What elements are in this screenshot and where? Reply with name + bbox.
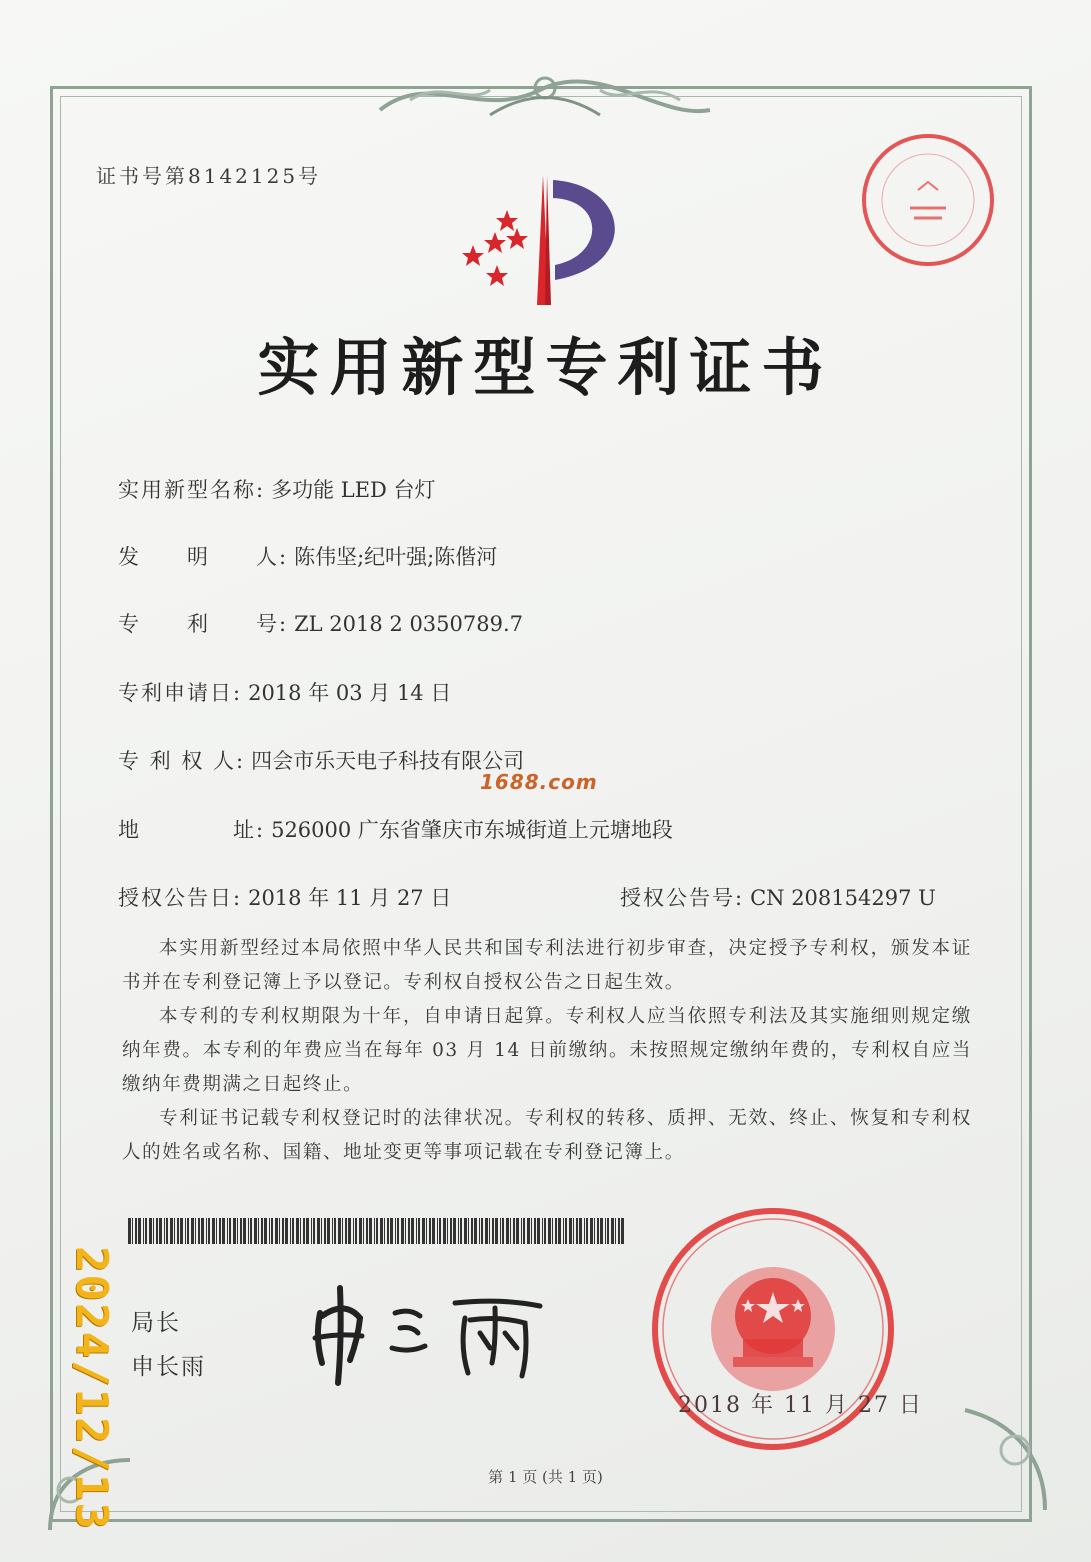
certificate-body bbox=[122, 932, 972, 1170]
barcode-bar bbox=[534, 1218, 536, 1244]
barcode-bar bbox=[544, 1218, 546, 1244]
barcode-bar bbox=[237, 1218, 238, 1244]
barcode-bar bbox=[201, 1218, 204, 1244]
barcode-bar bbox=[166, 1218, 168, 1244]
body-paragraph: 专利证书记载专利权登记时的法律状况。专利权的转移、质押、无效、终止、恢复和专利权人的姓名或名称、国籍、地址变更等事项记载在专利登记簿上。 bbox=[122, 1108, 972, 1163]
barcode-bar bbox=[306, 1218, 309, 1244]
barcode-bar bbox=[191, 1218, 194, 1244]
barcode-bar bbox=[397, 1218, 399, 1244]
corner-ornament-icon bbox=[955, 1380, 1065, 1520]
barcode-bar bbox=[269, 1218, 270, 1244]
grant-number-label: 授权公告号: bbox=[620, 886, 745, 910]
name-value: 多功能 LED 台灯 bbox=[271, 478, 436, 502]
barcode-bar bbox=[426, 1218, 427, 1244]
barcode-bar bbox=[418, 1218, 420, 1244]
barcode-bar bbox=[248, 1218, 249, 1244]
utility-model-name bbox=[118, 474, 436, 504]
barcode-bar bbox=[149, 1218, 152, 1244]
grant-date bbox=[118, 882, 451, 912]
barcode-bar bbox=[516, 1218, 519, 1244]
barcode-bar bbox=[489, 1218, 490, 1244]
barcode-bar bbox=[355, 1218, 357, 1244]
barcode-bar bbox=[523, 1218, 525, 1244]
barcode-bar bbox=[243, 1218, 246, 1244]
patent-number-value: ZL 2018 2 0350789.7 bbox=[294, 612, 524, 636]
owner-label: 专 利 权 人: bbox=[118, 749, 246, 773]
barcode-bar bbox=[342, 1218, 343, 1244]
barcode-bar bbox=[573, 1218, 574, 1244]
barcode-bar bbox=[408, 1218, 410, 1244]
barcode-bar bbox=[597, 1218, 599, 1244]
barcode-bar bbox=[450, 1218, 452, 1244]
barcode-bar bbox=[531, 1218, 532, 1244]
filing-date-label: 专利申请日: bbox=[118, 681, 243, 705]
barcode-bar bbox=[208, 1218, 210, 1244]
barcode-bar bbox=[552, 1218, 553, 1244]
barcode-bar bbox=[481, 1218, 483, 1244]
barcode-bar bbox=[332, 1218, 333, 1244]
barcode-bar bbox=[313, 1218, 315, 1244]
barcode-bar bbox=[555, 1218, 557, 1244]
barcode-bar bbox=[479, 1218, 480, 1244]
barcode-bar bbox=[233, 1218, 236, 1244]
grant-number-value: CN 208154297 U bbox=[750, 886, 936, 910]
barcode-bar bbox=[500, 1218, 501, 1244]
barcode-bar bbox=[380, 1218, 383, 1244]
director-title: 局长 bbox=[131, 1310, 181, 1336]
inventor-value: 陈伟坚;纪叶强;陈偕河 bbox=[294, 545, 498, 569]
grant-date-value: 2018 年 11 月 27 日 bbox=[248, 886, 452, 910]
barcode-bar bbox=[345, 1218, 347, 1244]
barcode-bar bbox=[303, 1218, 305, 1244]
barcode-bar bbox=[495, 1218, 498, 1244]
barcode-bar bbox=[558, 1218, 561, 1244]
barcode-bar bbox=[405, 1218, 406, 1244]
barcode-bar bbox=[153, 1218, 154, 1244]
barcode-bar bbox=[185, 1218, 186, 1244]
barcode-bar bbox=[177, 1218, 179, 1244]
barcode-bar bbox=[411, 1218, 414, 1244]
patent-office-logo-icon bbox=[455, 170, 635, 310]
barcode-bar bbox=[447, 1218, 448, 1244]
barcode-bar bbox=[492, 1218, 494, 1244]
barcode-bar bbox=[569, 1218, 572, 1244]
barcode-bar bbox=[611, 1218, 614, 1244]
name-label: 实用新型名称: bbox=[118, 478, 266, 502]
barcode-bar bbox=[300, 1218, 301, 1244]
barcode-bar bbox=[416, 1218, 417, 1244]
barcode-bar bbox=[187, 1218, 189, 1244]
barcode-bar bbox=[468, 1218, 469, 1244]
barcode-bar bbox=[422, 1218, 425, 1244]
tax-seal-icon bbox=[858, 130, 998, 270]
barcode-bar bbox=[261, 1218, 263, 1244]
barcode-bar bbox=[464, 1218, 467, 1244]
certificate-title: 实用新型专利证书 bbox=[257, 331, 834, 404]
barcode-bar bbox=[156, 1218, 158, 1244]
barcode-bar bbox=[513, 1218, 515, 1244]
barcode-bar bbox=[590, 1218, 593, 1244]
barcode-icon bbox=[128, 1218, 628, 1246]
barcode-bar bbox=[271, 1218, 273, 1244]
inventors bbox=[118, 541, 497, 571]
barcode-bar bbox=[206, 1218, 207, 1244]
grant-date-label: 授权公告日: bbox=[118, 886, 243, 910]
barcode-bar bbox=[563, 1218, 564, 1244]
patent-number-label: 专 利 号: bbox=[118, 612, 289, 636]
barcode-bar bbox=[359, 1218, 362, 1244]
barcode-bar bbox=[618, 1218, 620, 1244]
barcode-bar bbox=[565, 1218, 567, 1244]
barcode-bar bbox=[138, 1218, 141, 1244]
barcode-bar bbox=[376, 1218, 378, 1244]
owner-value: 四会市乐天电子科技有限公司 bbox=[251, 749, 525, 773]
barcode-bar bbox=[324, 1218, 326, 1244]
barcode-bar bbox=[290, 1218, 291, 1244]
barcode-bar bbox=[374, 1218, 375, 1244]
barcode-bar bbox=[485, 1218, 488, 1244]
patent-number bbox=[118, 608, 523, 638]
barcode-bar bbox=[353, 1218, 354, 1244]
barcode-bar bbox=[605, 1218, 606, 1244]
barcode-bar bbox=[615, 1218, 616, 1244]
barcode-bar bbox=[510, 1218, 511, 1244]
barcode-bar bbox=[548, 1218, 551, 1244]
barcode-bar bbox=[537, 1218, 540, 1244]
barcode-bar bbox=[275, 1218, 278, 1244]
barcode-bar bbox=[437, 1218, 438, 1244]
barcode-bar bbox=[384, 1218, 385, 1244]
barcode-bar bbox=[474, 1218, 477, 1244]
barcode-bar bbox=[227, 1218, 228, 1244]
barcode-bar bbox=[174, 1218, 175, 1244]
barcode-bar bbox=[159, 1218, 162, 1244]
barcode-bar bbox=[521, 1218, 522, 1244]
barcode-bar bbox=[576, 1218, 578, 1244]
barcode-bar bbox=[219, 1218, 221, 1244]
barcode-bar bbox=[584, 1218, 585, 1244]
barcode-bar bbox=[282, 1218, 284, 1244]
barcode-bar bbox=[348, 1218, 351, 1244]
barcode-bar bbox=[527, 1218, 530, 1244]
barcode-bar bbox=[594, 1218, 595, 1244]
watermark-text: 1688.com bbox=[480, 770, 598, 794]
barcode-bar bbox=[506, 1218, 509, 1244]
barcode-bar bbox=[212, 1218, 215, 1244]
barcode-bar bbox=[460, 1218, 462, 1244]
barcode-bar bbox=[311, 1218, 312, 1244]
barcode-bar bbox=[458, 1218, 459, 1244]
photo-date-stamp: 2024/12/13 bbox=[66, 1246, 117, 1531]
barcode-bar bbox=[607, 1218, 609, 1244]
barcode-bar bbox=[128, 1218, 131, 1244]
address bbox=[118, 814, 673, 844]
barcode-bar bbox=[586, 1218, 588, 1244]
address-value: 526000 广东省肇庆市东城街道上元塘地段 bbox=[271, 818, 673, 842]
barcode-bar bbox=[363, 1218, 364, 1244]
barcode-bar bbox=[317, 1218, 320, 1244]
barcode-bar bbox=[229, 1218, 231, 1244]
barcode-bar bbox=[439, 1218, 441, 1244]
barcode-bar bbox=[600, 1218, 603, 1244]
barcode-bar bbox=[279, 1218, 280, 1244]
barcode-bar bbox=[198, 1218, 200, 1244]
barcode-bar bbox=[453, 1218, 456, 1244]
barcode-bar bbox=[285, 1218, 288, 1244]
address-label: 地 址: bbox=[118, 818, 266, 842]
barcode-bar bbox=[180, 1218, 183, 1244]
body-paragraph: 本实用新型经过本局依照中华人民共和国专利法进行初步审查，决定授予专利权，颁发本证书并在专利登记簿上予以登记。专利权自授权公告之日起生效。 bbox=[122, 938, 972, 993]
barcode-bar bbox=[296, 1218, 299, 1244]
barcode-bar bbox=[621, 1218, 624, 1244]
barcode-bar bbox=[395, 1218, 396, 1244]
barcode-bar bbox=[401, 1218, 404, 1244]
barcode-bar bbox=[264, 1218, 267, 1244]
barcode-bar bbox=[258, 1218, 259, 1244]
body-paragraph: 本专利的专利权期限为十年，自申请日起算。专利权人应当依照专利法及其实施细则规定缴纳年费。本专利的年费应当在每年 03 月 14 日前缴纳。未按照规定缴纳年费的，专利权自应当缴纳年费期满之日起终止。 bbox=[122, 1006, 972, 1095]
barcode-bar bbox=[143, 1218, 144, 1244]
barcode-bar bbox=[321, 1218, 322, 1244]
patentee bbox=[118, 745, 524, 775]
barcode-bar bbox=[387, 1218, 389, 1244]
seal-date: 2018 年 11 月 27 日 bbox=[678, 1393, 923, 1418]
barcode-bar bbox=[195, 1218, 196, 1244]
barcode-bar bbox=[390, 1218, 393, 1244]
barcode-bar bbox=[240, 1218, 242, 1244]
director-signature-icon bbox=[300, 1278, 560, 1388]
barcode-bar bbox=[216, 1218, 217, 1244]
barcode-bar bbox=[471, 1218, 473, 1244]
barcode-bar bbox=[250, 1218, 252, 1244]
filing-date bbox=[118, 677, 451, 707]
barcode-bar bbox=[132, 1218, 133, 1244]
barcode-bar bbox=[579, 1218, 582, 1244]
filing-date-value: 2018 年 03 月 14 日 bbox=[248, 681, 452, 705]
barcode-bar bbox=[369, 1218, 372, 1244]
barcode-bar bbox=[292, 1218, 294, 1244]
barcode-bar bbox=[327, 1218, 330, 1244]
barcode-bar bbox=[429, 1218, 431, 1244]
barcode-bar bbox=[170, 1218, 173, 1244]
barcode-bar bbox=[164, 1218, 165, 1244]
barcode-bar bbox=[334, 1218, 336, 1244]
page-footer: 第 1 页 (共 1 页) bbox=[488, 1468, 603, 1486]
top-ornament-icon bbox=[370, 60, 720, 130]
barcode-bar bbox=[222, 1218, 225, 1244]
barcode-bar bbox=[366, 1218, 368, 1244]
barcode-bar bbox=[145, 1218, 147, 1244]
barcode-bar bbox=[254, 1218, 257, 1244]
barcode-bar bbox=[135, 1218, 137, 1244]
director-name: 申长雨 bbox=[131, 1354, 206, 1380]
barcode-bar bbox=[432, 1218, 435, 1244]
barcode-bar bbox=[542, 1218, 543, 1244]
barcode-bar bbox=[502, 1218, 504, 1244]
grant-number bbox=[620, 882, 936, 912]
barcode-bar bbox=[443, 1218, 446, 1244]
certificate-number: 证书号第8142125号 bbox=[96, 164, 322, 188]
barcode-bar bbox=[338, 1218, 341, 1244]
inventor-label: 发 明 人: bbox=[118, 545, 289, 569]
